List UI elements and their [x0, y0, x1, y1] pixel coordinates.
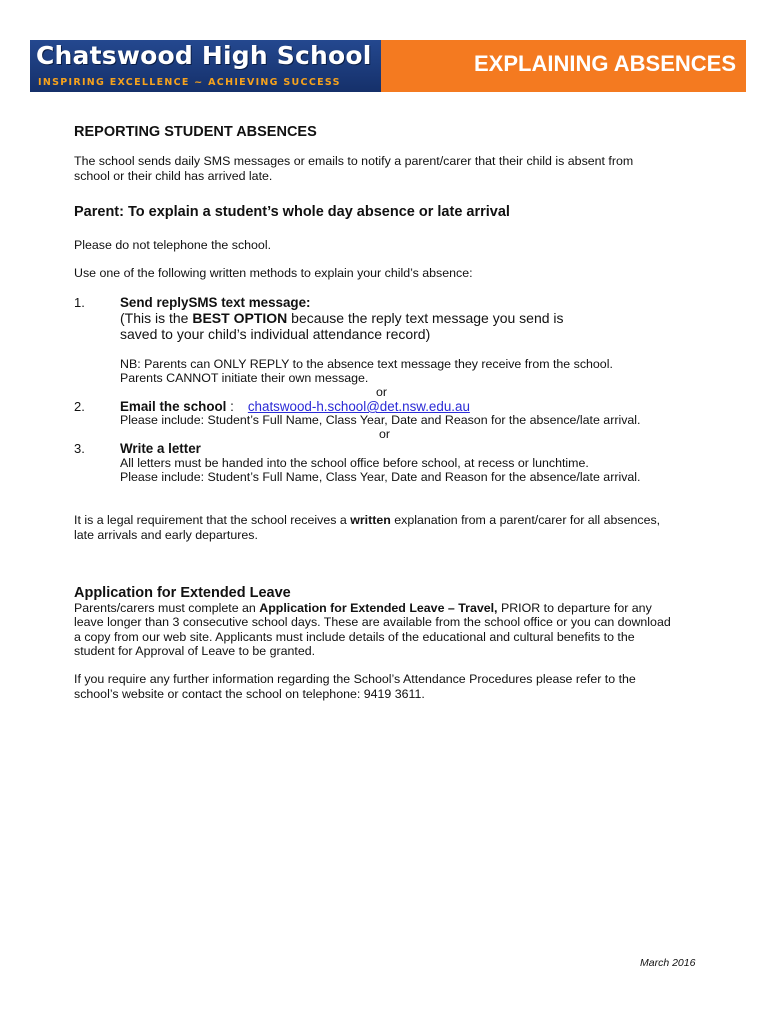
or-separator-1: or	[376, 385, 388, 399]
legal-line-1	[74, 513, 660, 528]
extended-line-2: leave longer than 3 consecutive school days. These are available from the school office or you can download	[74, 615, 671, 629]
logo-tagline: INSPIRING EXCELLENCE ~ ACHIEVING SUCCESS	[38, 77, 341, 88]
legal-bold: written	[350, 513, 391, 527]
methods-intro: Use one of the following written methods to explain your child’s absence:	[74, 266, 473, 280]
reporting-line-1: The school sends daily SMS messages or emails to notify a parent/carer that their child is absent from	[74, 154, 634, 168]
method-2-colon: :	[226, 399, 234, 414]
extended-line-1	[74, 601, 652, 616]
title-bar	[381, 40, 746, 92]
footer-date: March 2016	[640, 957, 696, 969]
legal-prefix: It is a legal requirement that the school receives a	[74, 513, 351, 527]
legal-suffix: explanation from a parent/carer for all absences,	[390, 513, 661, 527]
best-option-bold: BEST OPTION	[192, 310, 288, 326]
extended-bold: Application for Extended Leave – Travel,	[259, 601, 498, 615]
method-2-title: Email the school	[120, 399, 227, 414]
method-2-include: Please include: Student’s Full Name, Class Year, Date and Reason for the absence/late arrival.	[120, 413, 641, 427]
or-separator-2: or	[379, 427, 391, 441]
best-prefix: (This is the	[120, 310, 193, 326]
method-1-title: Send replySMS text message:	[120, 295, 311, 310]
method-3-line-1: All letters must be handed into the school office before school, at recess or lunchtime.	[120, 456, 589, 470]
parent-heading: Parent: To explain a student’s whole day absence or late arrival	[74, 204, 510, 220]
method-2-number: 2.	[74, 399, 85, 414]
method-1-nb-1: NB: Parents can ONLY REPLY to the absence text message they receive from the school.	[120, 357, 613, 371]
method-1-number: 1.	[74, 295, 85, 310]
header-banner	[30, 40, 746, 92]
school-logo	[30, 40, 381, 92]
method-1-nb-2: Parents CANNOT initiate their own message.	[120, 371, 369, 385]
logo-school-name: Chatswood High School	[36, 41, 372, 70]
extended-line-4: student for Approval of Leave to be granted.	[74, 644, 316, 658]
reporting-line-2: school or their child has arrived late.	[74, 169, 273, 183]
legal-line-2: late arrivals and early departures.	[74, 528, 258, 542]
method-1-best-line-2: saved to your child’s individual attendance record)	[120, 326, 431, 342]
method-1-best-line	[120, 310, 564, 327]
best-suffix: because the reply text message you send is	[287, 310, 564, 326]
reporting-heading: REPORTING STUDENT ABSENCES	[74, 124, 317, 140]
page-title: EXPLAINING ABSENCES	[473, 51, 736, 76]
extended-suffix: PRIOR to departure for any	[497, 601, 652, 615]
method-3-line-2: Please include: Student’s Full Name, Class Year, Date and Reason for the absence/late arrival.	[120, 470, 641, 484]
method-3-number: 3.	[74, 441, 85, 456]
method-3-title: Write a letter	[120, 441, 201, 456]
extended-line-3: a copy from our web site. Applicants must include details of the educational and cultural benefits to the	[74, 630, 635, 644]
extended-prefix: Parents/carers must complete an	[74, 601, 260, 615]
extended-heading: Application for Extended Leave	[74, 585, 291, 601]
email-link[interactable]: chatswood-h.school@det.nsw.edu.au	[247, 399, 470, 414]
further-line-1: If you require any further information regarding the School’s Attendance Procedures please refer to the	[74, 672, 636, 686]
no-phone-note: Please do not telephone the school.	[74, 238, 272, 252]
further-line-2: school’s website or contact the school on telephone: 9419 3611.	[74, 687, 425, 701]
